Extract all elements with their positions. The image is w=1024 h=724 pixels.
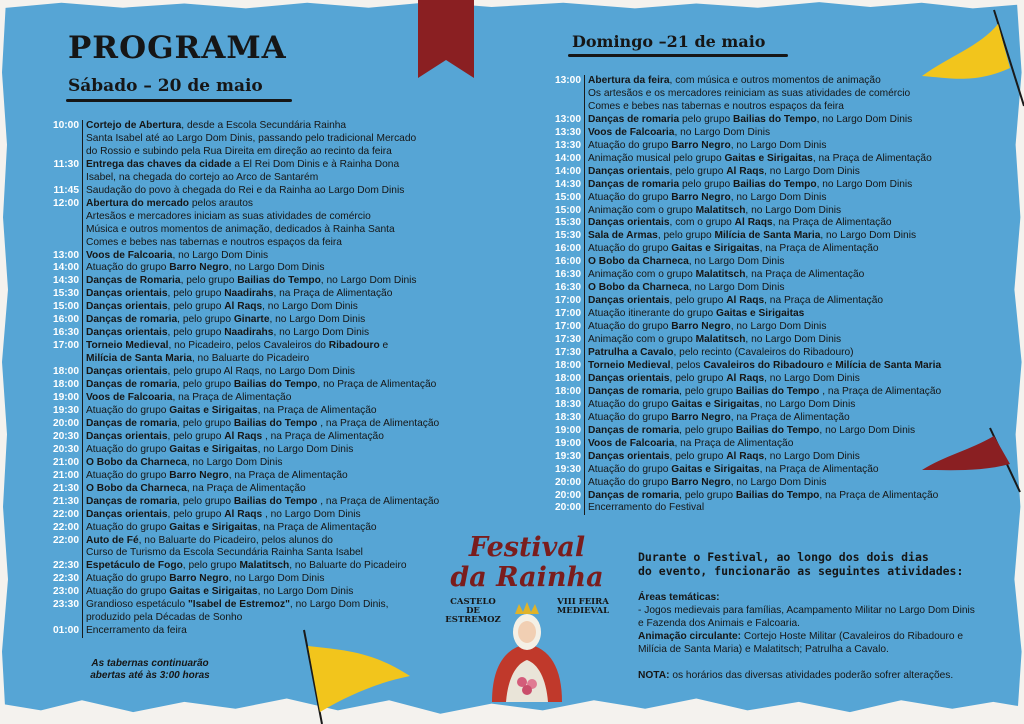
schedule-row (548, 295, 941, 308)
event-description: Entrega das chaves da cidade a El Rei Dom Dinis e à Rainha Dona (82, 159, 399, 172)
event-time: 21:00 (52, 469, 79, 481)
event-time: 20:00 (554, 502, 581, 514)
event-time: 22:00 (52, 534, 79, 546)
schedule-row (548, 425, 941, 438)
schedule-row (46, 573, 439, 586)
event-description: Danças orientais, pelo grupo Al Raqs, no Largo Dom Dinis (82, 366, 355, 379)
event-time: 20:30 (52, 443, 79, 455)
event-description: Danças de romaria, pelo grupo Bailias do Tempo, no Largo Dom Dinis (584, 425, 915, 438)
event-time: 22:00 (52, 508, 79, 520)
event-time: 16:00 (52, 314, 79, 326)
schedule-row (548, 373, 941, 386)
schedule-row (46, 522, 439, 535)
event-description: Animação musical pelo grupo Gaitas e Sirigaitas, na Praça de Alimentação (584, 153, 932, 166)
schedule-row (548, 412, 941, 425)
animation-label: Animação circulante: (638, 630, 742, 642)
event-time (548, 88, 581, 101)
event-description: Atuação do grupo Barro Negro, na Praça de Alimentação (82, 470, 348, 483)
event-description: Danças de romaria pelo grupo Bailias do Tempo, no Largo Dom Dinis (584, 114, 912, 127)
schedule-row (46, 470, 439, 483)
event-description: Torneio Medieval, no Picadeiro, pelos Cavaleiros do Ribadouro e (82, 340, 388, 353)
info-box (638, 550, 978, 682)
event-time: 12:00 (52, 197, 79, 209)
event-description: Patrulha a Cavalo, pelo recinto (Cavaleiros do Ribadouro) (584, 347, 854, 360)
event-time (548, 101, 581, 114)
schedule-row (548, 438, 941, 451)
event-time: 18:00 (52, 366, 79, 378)
event-description: Atuação do grupo Gaitas e Sirigaitas, no Largo Dom Dinis (82, 586, 353, 599)
red-banner-icon (418, 0, 474, 80)
event-description: Voos de Falcoaria, na Praça de Alimentação (82, 392, 291, 405)
schedule-row (46, 275, 439, 288)
event-time (46, 133, 79, 146)
event-time (46, 172, 79, 185)
schedule-row (548, 127, 941, 140)
event-time: 16:30 (554, 282, 581, 294)
event-time: 18:00 (554, 385, 581, 397)
event-time: 16:00 (554, 243, 581, 255)
event-description: Animação com o grupo Malatitsch, no Largo Dom Dinis (584, 334, 841, 347)
schedule-row (46, 379, 439, 392)
schedule-row (548, 386, 941, 399)
schedule-row (548, 464, 941, 477)
schedule-row (548, 282, 941, 295)
schedule-row (46, 586, 439, 599)
event-time: 13:00 (52, 249, 79, 261)
nota-label: NOTA: (638, 669, 670, 681)
sunday-heading: Domingo –21 de maio (572, 32, 766, 51)
event-time: 21:30 (52, 482, 79, 494)
event-time (46, 224, 79, 237)
schedule-row (46, 133, 439, 146)
event-description: Danças orientais, pelo grupo Al Raqs, na Praça de Alimentação (584, 295, 883, 308)
event-description: Danças de romaria, pelo grupo Bailias do Tempo, no Praça de Alimentação (82, 379, 436, 392)
schedule-row (46, 483, 439, 496)
event-time: 14:00 (554, 165, 581, 177)
schedule-row (46, 496, 439, 509)
tabernas-note-line: abertas até às 3:00 horas (90, 670, 210, 681)
event-time: 21:00 (52, 456, 79, 468)
event-time (46, 237, 79, 250)
event-time: 13:00 (554, 113, 581, 125)
event-time: 14:00 (52, 262, 79, 274)
event-description: Danças orientais, pelo grupo Al Raqs , na Praça de Alimentação (82, 431, 384, 444)
event-time: 13:30 (554, 139, 581, 151)
event-description: O Bobo da Charneca, no Largo Dom Dinis (584, 282, 784, 295)
schedule-row (548, 75, 941, 88)
nota-text: os horários das diversas atividades poderão sofrer alterações. (669, 669, 954, 681)
event-description: Cortejo de Abertura, desde a Escola Secundária Rainha (82, 120, 346, 133)
event-description: Abertura da feira, com música e outros momentos de animação (584, 75, 881, 88)
event-time (46, 612, 79, 625)
event-time: 20:00 (52, 417, 79, 429)
event-time: 10:00 (52, 120, 79, 131)
event-time: 18:30 (554, 411, 581, 423)
event-time: 20:00 (554, 489, 581, 501)
areas-label: Áreas temáticas: (638, 592, 720, 603)
schedule-row (548, 205, 941, 218)
event-time: 15:30 (52, 288, 79, 300)
event-description: O Bobo da Charneca, no Largo Dom Dinis (584, 256, 784, 269)
schedule-row (46, 457, 439, 470)
schedule-row (46, 405, 439, 418)
event-description: Atuação do grupo Gaitas e Sirigaitas, na Praça de Alimentação (584, 464, 879, 477)
page-title: PROGRAMA (68, 30, 287, 66)
sunday-heading-underline (568, 54, 788, 57)
sunday-schedule (548, 75, 941, 515)
info-heading-line: do evento, funcionarão as seguintes atividades: (638, 564, 964, 578)
event-time: 22:30 (52, 573, 79, 585)
schedule-row (548, 308, 941, 321)
schedule-row (46, 431, 439, 444)
event-time: 19:30 (554, 450, 581, 462)
logo-castelo-text: CASTELO DE ESTREMOZ (445, 597, 501, 625)
event-time: 14:30 (554, 178, 581, 190)
event-description: O Bobo da Charneca, no Largo Dom Dinis (82, 457, 282, 470)
event-description: Atuação do grupo Barro Negro, no Largo Dom Dinis (584, 477, 826, 490)
schedule-row (548, 334, 941, 347)
event-description: Curso de Turismo da Escola Secundária Rainha Santa Isabel (82, 547, 363, 560)
event-description: Atuação do grupo Gaitas e Sirigaitas, na Praça de Alimentação (82, 522, 377, 535)
tabernas-note (80, 658, 220, 682)
schedule-row (548, 490, 941, 503)
saturday-heading: Sábado – 20 de maio (68, 76, 263, 96)
event-time: 13:00 (554, 75, 581, 86)
logo-feira-text: VIII FEIRA MEDIEVAL (556, 597, 610, 616)
tabernas-note-line: As tabernas continuarão (91, 658, 209, 669)
event-description: Atuação do grupo Gaitas e Sirigaitas, no Largo Dom Dinis (82, 444, 353, 457)
info-heading (638, 550, 978, 578)
event-time: 16:30 (554, 269, 581, 281)
event-description: Atuação do grupo Gaitas e Sirigaitas, no Largo Dom Dinis (584, 399, 855, 412)
event-time: 19:00 (554, 437, 581, 449)
event-description: Os artesãos e os mercadores reiniciam as suas atividades de comércio (584, 88, 910, 101)
logo-line-festival: Festival (468, 532, 586, 563)
schedule-row (548, 256, 941, 269)
schedule-row (548, 153, 941, 166)
event-description: Danças orientais, com o grupo Al Raqs, na Praça de Alimentação (584, 217, 892, 230)
schedule-row (46, 535, 439, 548)
event-description: Atuação do grupo Gaitas e Sirigaitas, na Praça de Alimentação (584, 243, 879, 256)
event-description: produzido pela Décadas de Sonho (82, 612, 242, 625)
event-time: 18:00 (554, 372, 581, 384)
event-time: 15:00 (554, 204, 581, 216)
schedule-row (548, 179, 941, 192)
event-description: Atuação do grupo Barro Negro, na Praça de Alimentação (584, 412, 850, 425)
schedule-row (548, 140, 941, 153)
event-description: Música e outros momentos de animação, dedicados à Rainha Santa (82, 224, 395, 237)
event-time: 15:30 (554, 230, 581, 242)
schedule-row (46, 250, 439, 263)
schedule-row (46, 392, 439, 405)
schedule-row (548, 360, 941, 373)
event-description: Atuação do grupo Barro Negro, no Largo Dom Dinis (82, 573, 324, 586)
queen-illustration-icon (486, 598, 568, 702)
saturday-heading-underline (66, 99, 292, 102)
event-time: 18:00 (52, 379, 79, 391)
event-description: Danças orientais, pelo grupo Al Raqs, no Largo Dom Dinis (82, 301, 358, 314)
event-description: Atuação do grupo Gaitas e Sirigaitas, na Praça de Alimentação (82, 405, 377, 418)
event-time: 20:30 (52, 430, 79, 442)
schedule-row (46, 198, 439, 211)
logo-line-da-rainha: da Rainha (450, 562, 604, 593)
event-time: 14:30 (52, 275, 79, 287)
event-description: Danças orientais, pelo grupo Naadirahs, no Largo Dom Dinis (82, 327, 369, 340)
event-time: 15:00 (52, 301, 79, 313)
event-time: 14:00 (554, 152, 581, 164)
event-time: 23:00 (52, 586, 79, 598)
schedule-row (46, 159, 439, 172)
event-time (46, 547, 79, 560)
schedule-row (46, 146, 439, 159)
event-time: 15:00 (554, 191, 581, 203)
event-description: Isabel, na chegada do cortejo ao Arco de Santarém (82, 172, 318, 185)
schedule-row (548, 217, 941, 230)
event-description: Animação com o grupo Malatitsch, na Praça de Alimentação (584, 269, 864, 282)
schedule-row (46, 185, 439, 198)
event-time: 23:30 (52, 599, 79, 611)
schedule-row (548, 321, 941, 334)
schedule-row (46, 120, 439, 133)
schedule-row (548, 451, 941, 464)
schedule-row (46, 444, 439, 457)
animation-text: Cortejo Hoste Militar (Cavaleiros do Ribadouro e Milícia de Santa Maria) e Malatitsch; Patrulha a Cavalo. (638, 630, 964, 655)
event-time: 18:00 (554, 359, 581, 371)
event-description: Danças de romaria, pelo grupo Bailias do Tempo , na Praça de Alimentação (82, 418, 439, 431)
event-description: Torneio Medieval, pelos Cavaleiros do Ribadouro e Milícia de Santa Maria (584, 360, 941, 373)
schedule-row (46, 288, 439, 301)
event-description: Animação com o grupo Malatitsch, no Largo Dom Dinis (584, 205, 841, 218)
schedule-row (548, 502, 941, 515)
schedule-row (548, 243, 941, 256)
event-description: Atuação do grupo Barro Negro, no Largo Dom Dinis (82, 262, 324, 275)
event-description: Danças de romaria, pelo grupo Ginarte, no Largo Dom Dinis (82, 314, 365, 327)
event-description: Artesãos e mercadores iniciam as suas atividades de comércio (82, 211, 371, 224)
schedule-row (548, 477, 941, 490)
schedule-row (46, 509, 439, 522)
event-description: Danças orientais, pelo grupo Naadirahs, na Praça de Alimentação (82, 288, 392, 301)
event-time: 17:30 (554, 347, 581, 359)
event-description: Saudação do povo à chegada do Rei e da Rainha ao Largo Dom Dinis (82, 185, 404, 198)
event-time: 19:00 (554, 424, 581, 436)
schedule-row (46, 353, 439, 366)
event-time: 17:00 (554, 321, 581, 333)
event-time (46, 211, 79, 224)
schedule-row (46, 224, 439, 237)
event-time (46, 353, 79, 366)
schedule-row (46, 612, 439, 625)
schedule-row (46, 262, 439, 275)
event-description: Voos de Falcoaria, no Largo Dom Dinis (584, 127, 770, 140)
schedule-row (548, 269, 941, 282)
schedule-row (46, 547, 439, 560)
schedule-row (46, 560, 439, 573)
schedule-row (548, 399, 941, 412)
event-description: Sala de Armas, pelo grupo Milícia de Santa Maria, no Largo Dom Dinis (584, 230, 916, 243)
event-description: Atuação do grupo Barro Negro, no Largo Dom Dinis (584, 321, 826, 334)
event-time: 22:30 (52, 560, 79, 572)
event-time: 21:30 (52, 495, 79, 507)
event-time: 17:00 (52, 340, 79, 352)
event-description: Danças de romaria pelo grupo Bailias do Tempo, no Largo Dom Dinis (584, 179, 912, 192)
event-description: Atuação do grupo Barro Negro, no Largo Dom Dinis (584, 192, 826, 205)
schedule-row (548, 114, 941, 127)
event-description: Milícia de Santa Maria, no Baluarte do Picadeiro (82, 353, 309, 366)
event-description: O Bobo da Charneca, na Praça de Alimentação (82, 483, 306, 496)
schedule-row (548, 101, 941, 114)
event-time: 17:00 (554, 308, 581, 320)
event-description: Voos de Falcoaria, no Largo Dom Dinis (82, 250, 268, 263)
event-description: Grandioso espetáculo "Isabel de Estremoz", no Largo Dom Dinis, (82, 599, 388, 612)
schedule-row (46, 599, 439, 612)
event-time: 19:30 (554, 463, 581, 475)
event-description: Auto de Fé, no Baluarte do Picadeiro, pelos alunos do (82, 535, 333, 548)
event-time: 16:00 (554, 256, 581, 268)
event-description: Danças de romaria, pelo grupo Bailias do Tempo , na Praça de Alimentação (584, 386, 941, 399)
event-description: Danças de romaria, pelo grupo Bailias do Tempo , na Praça de Alimentação (82, 496, 439, 509)
schedule-row (46, 301, 439, 314)
event-time: 18:30 (554, 398, 581, 410)
festival-logo (438, 532, 616, 702)
schedule-row (46, 314, 439, 327)
event-description: Atuação do grupo Barro Negro, no Largo Dom Dinis (584, 140, 826, 153)
event-description: Danças de Romaria, pelo grupo Bailias do Tempo, no Largo Dom Dinis (82, 275, 417, 288)
schedule-row (46, 237, 439, 250)
event-description: Abertura do mercado pelos arautos (82, 198, 253, 211)
info-heading-line: Durante o Festival, ao longo dos dois dias (638, 550, 929, 564)
event-description: Santa Isabel até ao Largo Dom Dinis, passando pelo tradicional Mercado (82, 133, 416, 146)
event-time: 19:00 (52, 392, 79, 404)
schedule-row (46, 366, 439, 379)
schedule-row (46, 211, 439, 224)
event-description: Comes e bebes nas tabernas e noutros espaços da feira (82, 237, 342, 250)
event-time (46, 146, 79, 159)
schedule-row (46, 625, 439, 638)
event-time: 22:00 (52, 521, 79, 533)
event-description: Danças orientais, pelo grupo Al Raqs, no Largo Dom Dinis (584, 451, 860, 464)
schedule-row (46, 327, 439, 340)
saturday-schedule (46, 120, 439, 638)
event-time: 01:00 (52, 625, 79, 637)
schedule-row (548, 88, 941, 101)
event-description: Comes e bebes nas tabernas e noutros espaços da feira (584, 101, 844, 114)
event-description: do Rossio e subindo pela Rua Direita em direção ao recinto da feira (82, 146, 392, 159)
schedule-row (46, 340, 439, 353)
event-time: 11:45 (53, 184, 79, 196)
event-description: Atuação itinerante do grupo Gaitas e Sirigaitas (584, 308, 804, 321)
schedule-row (548, 347, 941, 360)
event-time: 15:30 (554, 217, 581, 229)
event-description: Espetáculo de Fogo, pelo grupo Malatitsch, no Baluarte do Picadeiro (82, 560, 407, 573)
event-time: 20:00 (554, 476, 581, 488)
event-description: Encerramento do Festival (584, 502, 704, 515)
event-description: Voos de Falcoaria, na Praça de Alimentação (584, 438, 793, 451)
schedule-row (548, 192, 941, 205)
schedule-row (548, 230, 941, 243)
event-description: Danças orientais, pelo grupo Al Raqs, no Largo Dom Dinis (584, 373, 860, 386)
schedule-row (46, 172, 439, 185)
areas-text: - Jogos medievais para famílias, Acampamento Militar no Largo Dom Dinis e Fazenda dos Animais e Falcoaria. (638, 604, 975, 629)
event-description: Danças orientais, pelo grupo Al Raqs , no Largo Dom Dinis (82, 509, 361, 522)
event-time: 16:30 (52, 327, 79, 339)
event-description: Danças orientais, pelo grupo Al Raqs, no Largo Dom Dinis (584, 166, 860, 179)
event-description: Danças de romaria, pelo grupo Bailias do Tempo, na Praça de Alimentação (584, 490, 938, 503)
event-description: Encerramento da feira (82, 625, 187, 638)
schedule-row (46, 418, 439, 431)
event-time: 13:30 (554, 126, 581, 138)
schedule-row (548, 166, 941, 179)
event-time: 17:30 (554, 334, 581, 346)
event-time: 17:00 (554, 295, 581, 307)
event-time: 19:30 (52, 404, 79, 416)
event-time: 11:30 (53, 158, 79, 170)
